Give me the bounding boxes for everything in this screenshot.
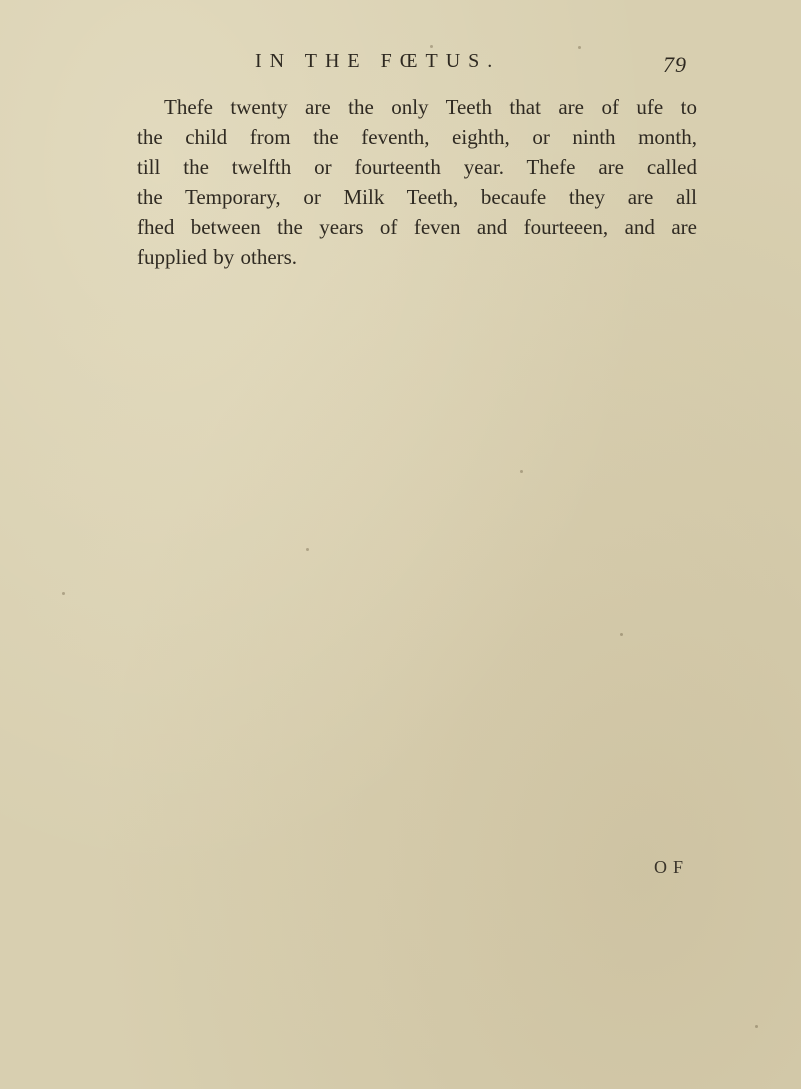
text-line: fupplied by others.	[137, 245, 298, 269]
text-line: fhed between the years of feven and fourteeen, and are	[137, 215, 697, 239]
text-line: till the twelfth or fourteenth year. Thefe are called	[137, 155, 697, 179]
running-head: IN THE FŒTUS.	[255, 50, 501, 72]
paper-speck	[578, 46, 581, 49]
paper-speck	[755, 1025, 758, 1028]
text-line: Thefe twenty are the only Teeth that are of ufe to	[164, 95, 697, 119]
text-line: the Temporary, or Milk Teeth, becaufe they are all	[137, 185, 697, 209]
text-line: the child from the feventh, eighth, or ninth month,	[137, 125, 697, 149]
body-paragraph	[137, 92, 697, 272]
paper-speck	[306, 548, 309, 551]
paper-speck	[520, 470, 523, 473]
paper-speck	[620, 633, 623, 636]
paper-speck	[430, 45, 433, 48]
catchword: OF	[654, 857, 690, 877]
page-number: 79	[663, 52, 687, 77]
paper-speck	[62, 592, 65, 595]
